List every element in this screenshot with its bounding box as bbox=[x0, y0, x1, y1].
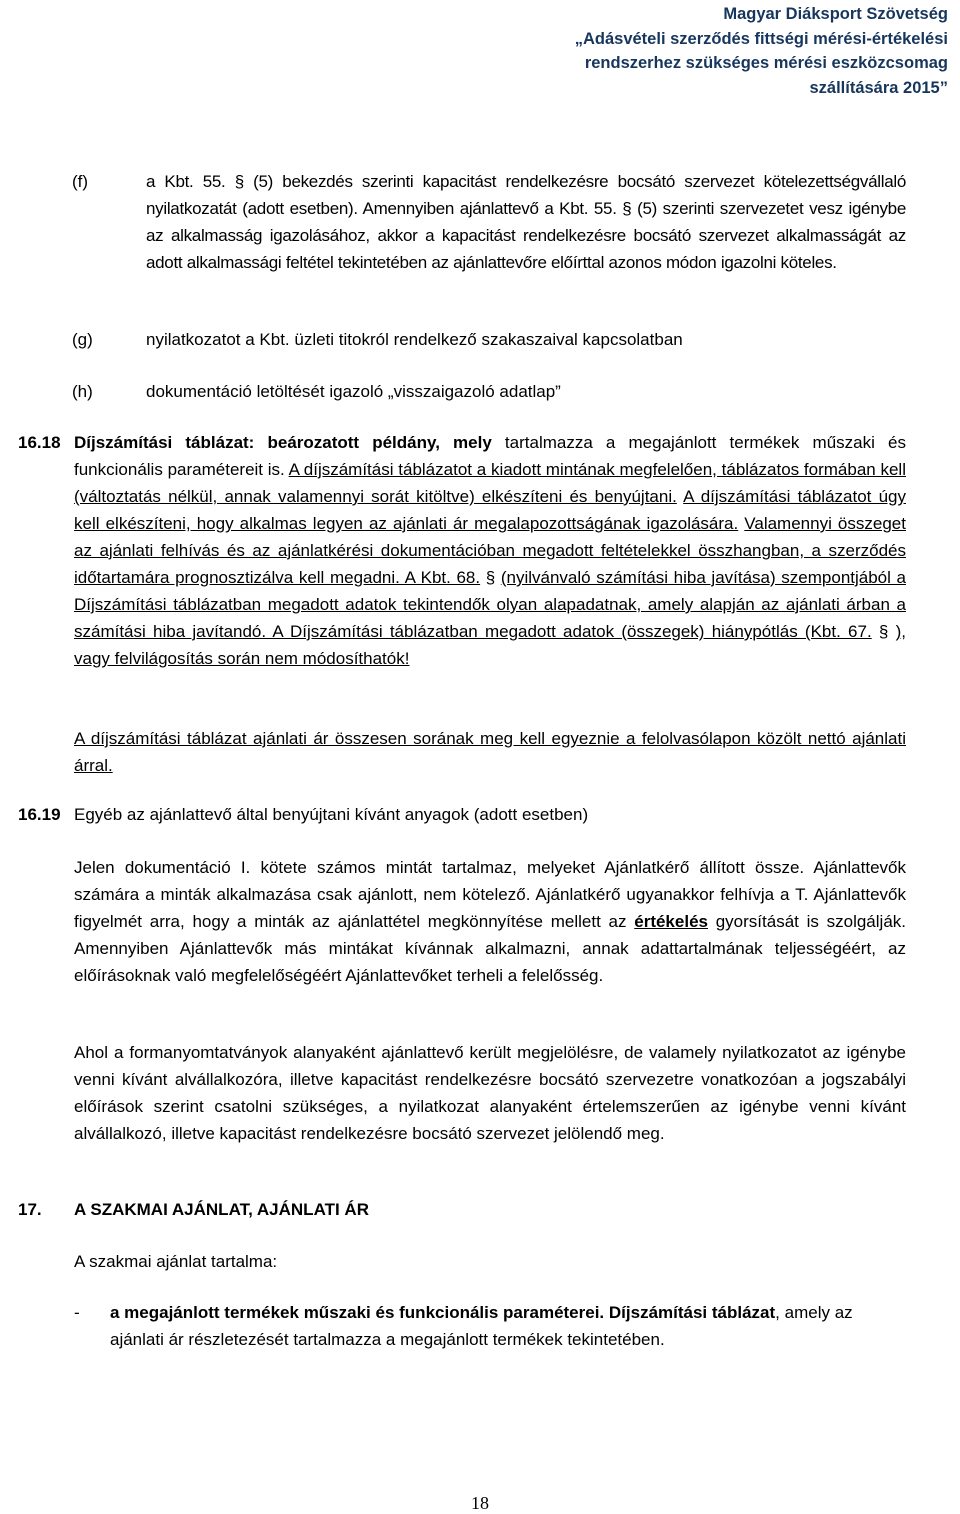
paragraph-text: gyorsítását is szolgálják. Amennyiben Ajánlattevők más mintákat kívánnak alkalmazni, annak adattartalmának teljességéért, az előírásoknak való megfelelőségéért Ajánlattevőket terheli a felelősség. bbox=[74, 912, 906, 985]
section-sign: § bbox=[871, 622, 896, 641]
section-16-18-underlined-3: Valamennyi összeget az ajánlati felhívás és az ajánlatkérési dokumentációban megadott feltételekkel összhangban, a szerződés időtartamára prognosztizálva kell megadni. A Kbt. 68. bbox=[74, 514, 906, 587]
section-sign: § bbox=[480, 568, 501, 587]
section-16-19-paragraph-2: Ahol a formanyomtatványok alanyaként ajánlattevő került megjelölésre, de valamely nyilatkozatot az igénybe venni kívánt alvállalkozóra, illetve kapacitást rendelkezésre bocsátó szervezetre vonatkozóan a jogszabályi előírások szerint csatolni szükséges, a nyilatkozat alanyaként értelemszerűen az igénybe venni kívánt alvállalkozó, illetve kapacitást rendelkezésre bocsátó szervezet jelölendő meg. bbox=[74, 1043, 906, 1143]
item-f-text: a Kbt. 55. § (5) bekezdés szerinti kapacitást rendelkezésre bocsátó szervezet kötelezettségvállaló nyilatkozatát (adott esetben). Amennyiben ajánlattevő a Kbt. 55. § (5) szerinti szervezetet vesz igénybe az alkalmasság igazolásához, akkor a kapacitást rendelkezésre bocsátó szervezet alkalmasságát az adott alkalmassági feltétel tekintetében az ajánlattevőre előírttal azonos módon igazolni köteles. bbox=[146, 172, 906, 272]
emphasis-ertekeles: értékelés bbox=[634, 912, 708, 931]
item-g-text: nyilatkozatot a Kbt. üzleti titokról rendelkező szakaszaival kapcsolatban bbox=[146, 330, 683, 349]
section-16-18-number: 16.18 bbox=[18, 433, 61, 452]
section-16-18-underlined-4: (nyilvánvaló számítási hiba javítása) szempontjából a Díjszámítási táblázatban megadott adatok tekintendők olyan alapadatnak, amely alapján az ajánlati árban a számítási hiba javítandó. A Díjszámítási táblázatban megadott adatok (összegek) hiánypótlás (Kbt. 67. bbox=[74, 568, 906, 641]
item-h-text: dokumentáció letöltését igazoló „visszaigazoló adatlap” bbox=[146, 382, 561, 401]
section-17-list-item bbox=[110, 1299, 906, 1353]
section-16-18-underlined-1: A díjszámítási táblázatot a kiadott mintának megfelelően, táblázatos formában kell (változtatás nélkül, annak valamennyi sorát kitöltve) elkészíteni és benyújtani. bbox=[74, 460, 906, 506]
item-g-label: (g) bbox=[72, 330, 93, 349]
header-line3: szállítására 2015” bbox=[809, 78, 948, 97]
list-item-bold: a megajánlott termékek műszaki és funkcionális paraméterei. bbox=[110, 1303, 605, 1322]
section-16-18-bold: Díjszámítási táblázat: beározatott példány, mely bbox=[74, 433, 492, 452]
section-17-title: A SZAKMAI AJÁNLAT, AJÁNLATI ÁR bbox=[74, 1200, 369, 1219]
section-16-18-underlined-2: A díjszámítási táblázatot úgy kell elkészíteni, hogy alkalmas legyen az ajánlati ár megalapozottságának igazolására. bbox=[74, 487, 906, 533]
document-header bbox=[575, 2, 948, 100]
paragraph-text: Jelen dokumentáció I. kötete számos mintát tartalmaz, melyeket Ajánlatkérő állított össze. Ajánlattevők számára a minták alkalmazása csak ajánlott, nem kötelező. Ajánlatkérő ugyanakkor felhívja a T. Ajánlattevők figyelmét arra, hogy a minták az ajánlattétel megkönnyítése mellett az bbox=[74, 858, 906, 931]
section-16-18-underlined-5: ), vagy felvilágosítás során nem módosíthatók! bbox=[74, 622, 906, 668]
section-16-19-number: 16.19 bbox=[18, 805, 61, 824]
section-16-19-title: Egyéb az ajánlattevő által benyújtani kívánt anyagok (adott esetben) bbox=[74, 805, 589, 824]
section-16-18-body bbox=[74, 429, 906, 672]
section-16-18-plain: tartalmazza a megajánlott termékek műszaki és funkcionális paramétereit is. bbox=[74, 433, 906, 479]
section-16-19-paragraph-1 bbox=[74, 854, 906, 989]
list-item-bold-2: Díjszámítási táblázat bbox=[608, 1303, 776, 1322]
section-17-number: 17. bbox=[18, 1200, 42, 1219]
list-item-text: , amely az ajánlati ár részletezését tartalmazza a megajánlott termékek tekintetében. bbox=[110, 1303, 853, 1349]
page-number: 18 bbox=[471, 1493, 489, 1513]
list-dash: - bbox=[74, 1303, 80, 1322]
item-f-label: (f) bbox=[72, 172, 89, 191]
section-17-intro: A szakmai ajánlat tartalma: bbox=[74, 1252, 278, 1271]
section-16-18-final: A díjszámítási táblázat ajánlati ár összesen sorának meg kell egyeznie a felolvasólapon közölt nettó ajánlati árral. bbox=[74, 729, 906, 775]
header-line2: rendszerhez szükséges mérési eszközcsomag bbox=[584, 54, 948, 72]
header-org: Magyar Diáksport Szövetség bbox=[723, 5, 948, 23]
header-line1: „Adásvételi szerződés fittségi mérési-értékelési bbox=[574, 29, 948, 48]
item-h-label: (h) bbox=[72, 382, 93, 401]
